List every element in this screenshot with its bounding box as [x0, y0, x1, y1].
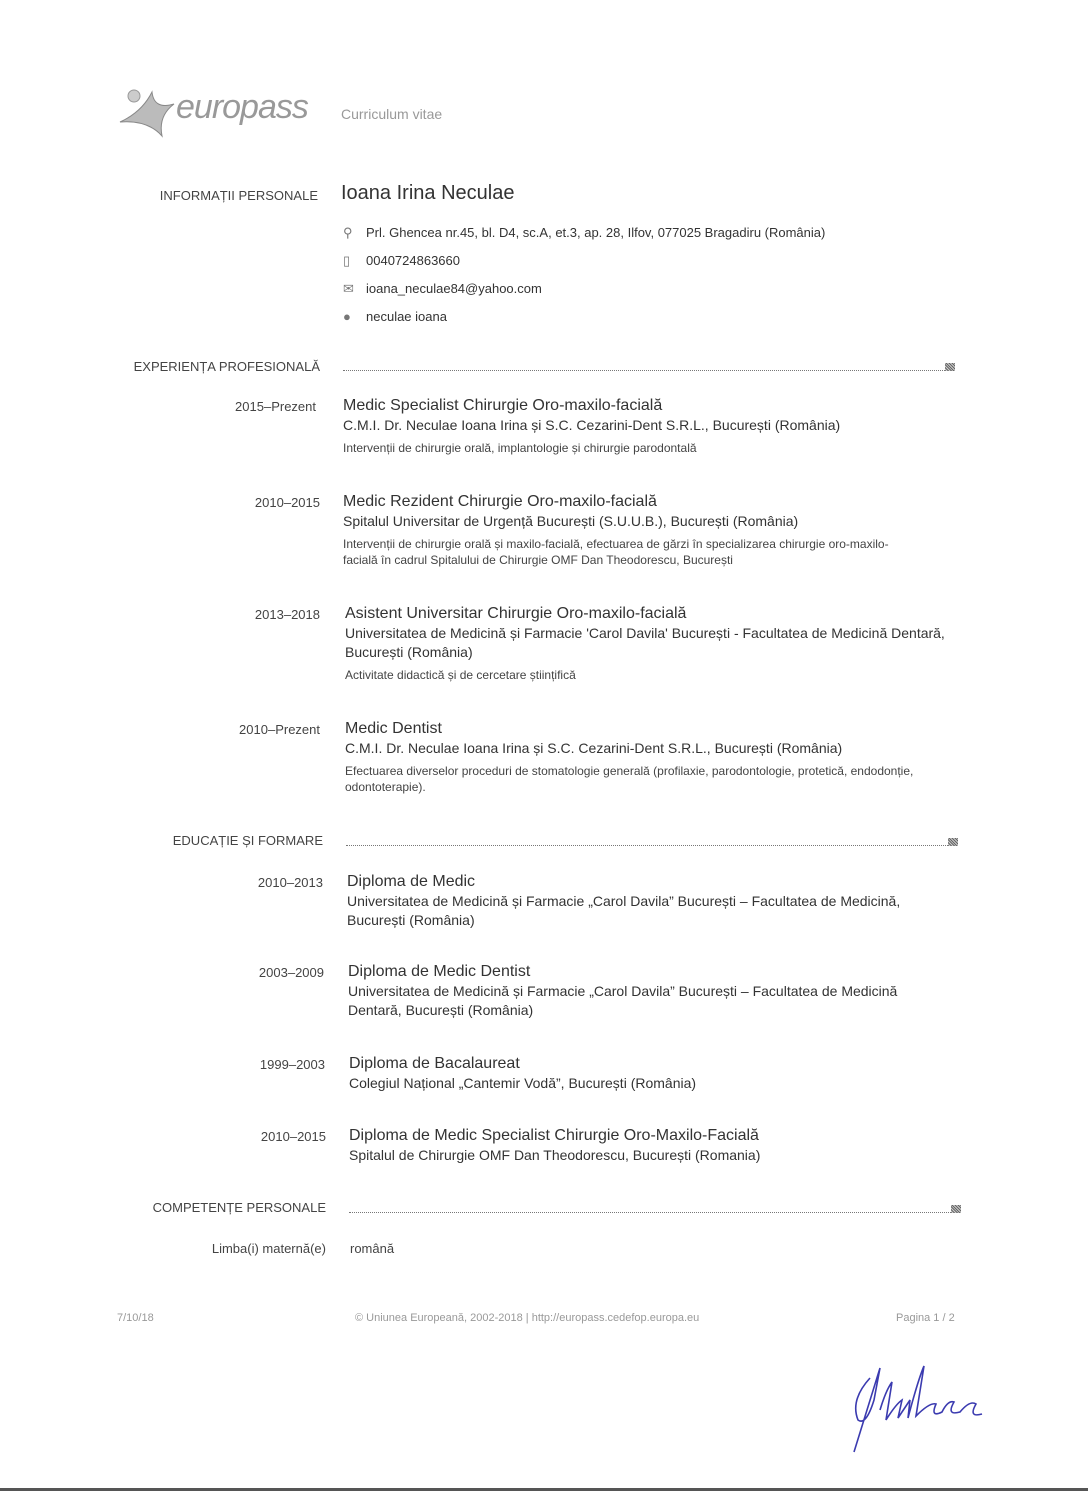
location-icon: ⚲ [343, 225, 353, 240]
europass-logo: europass [176, 88, 308, 126]
phone: ▯ 0040724863660 [343, 253, 460, 268]
education-entry [347, 872, 947, 930]
entry-organization: Universitatea de Medicină și Farmacie „Carol Davila” București – Facultatea de Medicină, București (România) [347, 893, 901, 928]
entry-title: Medic Dentist [345, 720, 442, 737]
experience-entry [345, 719, 945, 795]
europass-star-logo-icon [112, 82, 182, 138]
mother-tongue-label: Limba(i) maternă(e) [211, 1241, 326, 1256]
address: ⚲ Prl. Ghencea nr.45, bl. D4, sc.A, et.3, ap. 28, Ilfov, 077025 Bragadiru (România) [343, 225, 826, 240]
section-label-education: EDUCAȚIE ȘI FORMARE [172, 833, 323, 848]
document-title: Curriculum vitae [341, 106, 443, 122]
section-label-personal: INFORMAȚII PERSONALE [159, 188, 318, 203]
footer-date: 7/10/18 [117, 1312, 154, 1324]
entry-date: 2013–2018 [254, 607, 320, 622]
person-name: Ioana Irina Neculae [341, 182, 515, 204]
mother-tongue-value: română [350, 1241, 395, 1256]
entry-title: Diploma de Medic Specialist Chirurgie Oro-Maxilo-Facială [349, 1127, 759, 1144]
entry-date: 2010–2015 [254, 495, 320, 510]
entry-title: Diploma de Bacalaureat [349, 1055, 520, 1072]
section-label-skills: COMPETENȚE PERSONALE [152, 1200, 326, 1215]
handwritten-signature [840, 1360, 990, 1460]
experience-entry [345, 604, 945, 683]
entry-description: Efectuarea diverselor proceduri de stomatologie generală (profilaxie, parodontologie, protetică, endodonție, odontoterapie). [345, 764, 914, 794]
entry-title: Medic Rezident Chirurgie Oro-maxilo-facială [343, 493, 657, 510]
entry-title: Diploma de Medic [347, 873, 476, 890]
section-divider [343, 370, 945, 371]
entry-description: Intervenții de chirurgie orală și maxilo-facială, efectuarea de gărzi în specializarea chirurgie oro-maxilo-facială în cadrul Spitalului de Chirurgie OMF Dan Theodorescu, București [343, 537, 889, 567]
experience-entry [343, 396, 943, 456]
scan-edge [0, 1488, 1088, 1491]
entry-organization: C.M.I. Dr. Neculae Ioana Irina și S.C. Cezarini-Dent S.R.L., București (România) [343, 417, 841, 433]
section-divider [346, 845, 948, 846]
education-entry [349, 1126, 949, 1165]
entry-description: Activitate didactică și de cercetare științifică [345, 668, 576, 682]
entry-organization: C.M.I. Dr. Neculae Ioana Irina și S.C. Cezarini-Dent S.R.L., București (România) [345, 740, 843, 756]
email: ✉ ioana_neculae84@yahoo.com [343, 281, 542, 296]
footer-page-number: Pagina 1 / 2 [896, 1312, 955, 1324]
entry-date: 2015–Prezent [235, 399, 316, 414]
instant-messenger: ● neculae ioana [343, 309, 447, 324]
phone-icon: ▯ [343, 253, 351, 268]
entry-date: 2010–Prezent [239, 722, 320, 737]
entry-organization: Universitatea de Medicină și Farmacie „Carol Davila” București – Facultatea de Medicină Dentară, București (România) [348, 983, 898, 1018]
entry-description: Intervenții de chirurgie orală, implantologie și chirurgie parodontală [343, 441, 697, 455]
messenger-icon: ● [343, 309, 351, 324]
education-entry [348, 962, 948, 1020]
entry-date: 2010–2013 [257, 875, 323, 890]
entry-organization: Spitalul Universitar de Urgență București (S.U.U.B.), București (România) [343, 513, 799, 529]
experience-entry [343, 492, 943, 568]
entry-date: 1999–2003 [259, 1057, 325, 1072]
entry-title: Diploma de Medic Dentist [348, 963, 531, 980]
entry-organization: Colegiul Național „Cantemir Vodă”, București (România) [349, 1075, 697, 1091]
entry-organization: Universitatea de Medicină și Farmacie 'Carol Davila' București - Facultatea de Medicină Dentară, București (România) [345, 625, 945, 660]
entry-date: 2003–2009 [258, 965, 324, 980]
section-divider [349, 1212, 951, 1213]
section-label-experience: EXPERIENȚA PROFESIONALĂ [133, 359, 320, 374]
entry-title: Medic Specialist Chirurgie Oro-maxilo-facială [343, 397, 663, 414]
footer-copyright: © Uniunea Europeană, 2002-2018 | http://europass.cedefop.europa.eu [355, 1312, 700, 1324]
entry-organization: Spitalul de Chirurgie OMF Dan Theodorescu, București (Romania) [349, 1147, 761, 1163]
email-icon: ✉ [343, 281, 354, 296]
entry-date: 2010–2015 [260, 1129, 326, 1144]
entry-title: Asistent Universitar Chirurgie Oro-maxilo-facială [345, 605, 687, 622]
education-entry [349, 1054, 949, 1093]
